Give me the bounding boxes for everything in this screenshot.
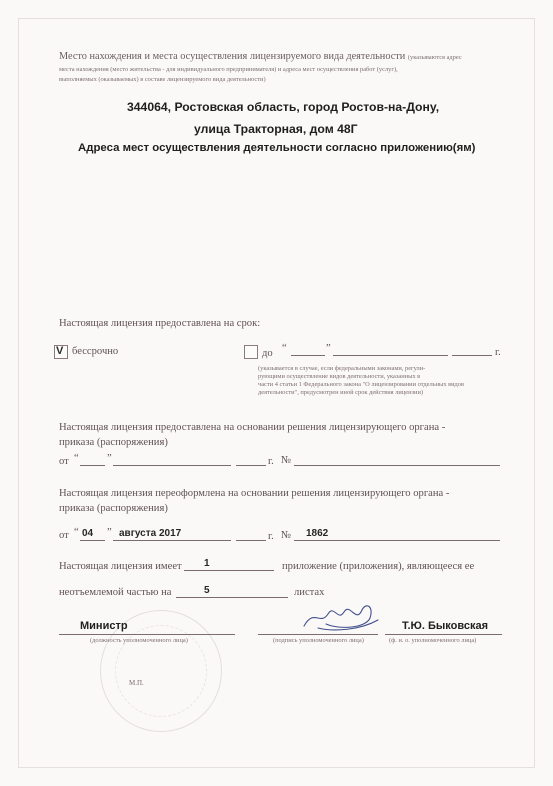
until-day-line [291, 355, 325, 356]
check-mark: V [56, 345, 64, 357]
reissue-close-quote: ” [107, 527, 112, 538]
appendix-sheets: 5 [204, 585, 210, 596]
signatory-name: Т.Ю. Быковская [402, 620, 489, 632]
reissue-day-line [80, 540, 105, 541]
name-caption: (ф. и. о. уполномоченного лица) [389, 637, 477, 644]
location-label-note: (указываются адрес [407, 54, 462, 61]
reissue-number-sign: № [281, 530, 292, 541]
until-close-quote: ” [326, 343, 331, 354]
indefinite-checkbox[interactable] [54, 345, 68, 359]
basis-from: от [59, 456, 69, 467]
signature-caption: (подпись уполномоченного лица) [273, 637, 364, 644]
basis-line-2: приказа (распоряжения) [59, 437, 168, 448]
basis-close-quote: ” [107, 453, 112, 464]
reissue-year-line [236, 540, 266, 541]
term-note-line-1: (указывается в случае, если федеральными законами, регули- [258, 365, 426, 372]
until-checkbox[interactable] [244, 345, 258, 359]
term-note-line-3: части 4 статьи 1 Федерального закона "О лицензировании отдельных видов [258, 381, 465, 388]
appendix-line-2-prefix: неотъемлемой частью на [59, 587, 172, 598]
reissue-open-quote: “ [74, 527, 79, 538]
until-year-suffix: г. [495, 347, 501, 358]
appendix-sheets-suffix: листах [294, 587, 325, 598]
address-line-1: 344064, Ростовская область, город Ростов-на-Дону, [127, 100, 440, 114]
position-caption: (должность уполномоченного лица) [90, 637, 188, 644]
term-label: Настоящая лицензия предоставлена на срок: [59, 318, 261, 329]
signatory-position: Министр [80, 620, 128, 632]
appendix-count: 1 [204, 558, 210, 569]
location-note-line-2: места нахождения (место жительства - для индивидуального предпринимателя) и адреса мест осуществления работ (услуг), [59, 66, 398, 73]
signature-mark [300, 596, 382, 636]
address-line-2: улица Тракторная, дом 48Г [194, 122, 358, 136]
reissue-month-year: августа 2017 [119, 528, 182, 539]
activity-places: Адреса мест осуществления деятельности согласно приложению(ям) [78, 142, 476, 154]
location-label: Место нахождения и места осуществления лицензируемого вида деятельности (указываются адрес [59, 51, 462, 62]
position-line [59, 634, 235, 635]
reissue-year-suffix: г. [268, 531, 274, 542]
term-note-line-4: деятельности", предусмотрен иной срок действия лицензии) [258, 389, 423, 396]
name-line [385, 634, 502, 635]
basis-number-line [294, 465, 500, 466]
reissue-line-1: Настоящая лицензия переоформлена на основании решения лицензирующего органа - [59, 488, 450, 499]
basis-day-line [80, 465, 105, 466]
basis-number-sign: № [281, 455, 292, 466]
basis-month-line [113, 465, 231, 466]
reissue-number-line [294, 540, 500, 541]
appendix-sheets-line [176, 597, 288, 598]
basis-open-quote: “ [74, 453, 79, 464]
basis-line-1: Настоящая лицензия предоставлена на основании решения лицензирующего органа - [59, 422, 446, 433]
until-year-line [452, 355, 492, 356]
indefinite-label: бессрочно [72, 346, 119, 357]
until-open-quote: “ [282, 343, 287, 354]
appendix-prefix: Настоящая лицензия имеет [59, 561, 182, 572]
appendix-suffix: приложение (приложения), являющееся ее [282, 561, 475, 572]
location-note-line-3: выполняемых (оказываемых) в составе лицензируемого вида деятельности) [59, 76, 266, 83]
until-prefix: до [262, 348, 273, 359]
signature-line [258, 634, 378, 635]
basis-year-suffix: г. [268, 456, 274, 467]
reissue-day: 04 [82, 528, 94, 539]
reissue-number: 1862 [306, 528, 329, 539]
reissue-month-line [113, 540, 231, 541]
appendix-count-line [184, 570, 274, 571]
reissue-line-2: приказа (распоряжения) [59, 503, 168, 514]
until-month-line [333, 355, 448, 356]
basis-year-line [236, 465, 266, 466]
reissue-from: от [59, 530, 69, 541]
term-note-line-2: рующими осуществление видов деятельности, указанных в [258, 373, 421, 380]
seal-mark-label: М.П. [129, 679, 144, 687]
